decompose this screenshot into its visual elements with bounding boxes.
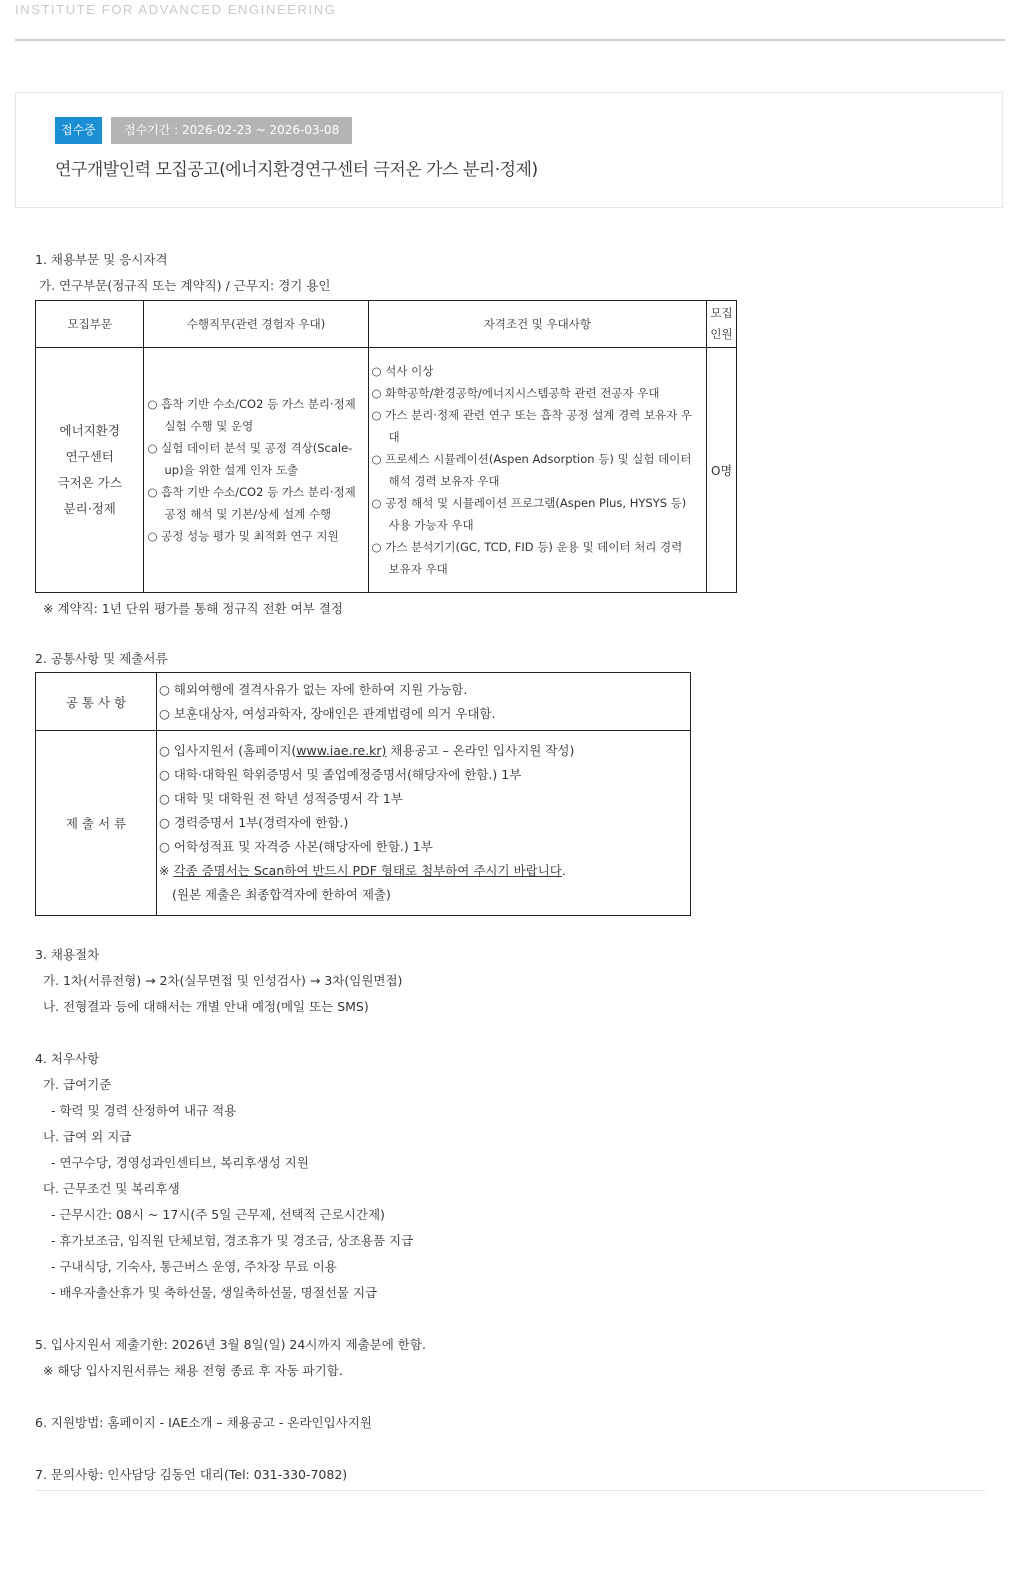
table-header: 자격조건 및 우대사항 [368, 301, 707, 348]
table-header: 수행직무(관련 경험자 우대) [144, 301, 368, 348]
duties-cell [144, 348, 368, 593]
common-items-cell [157, 673, 691, 731]
table-header [707, 301, 737, 348]
section-heading: 3. 채용절차 [35, 947, 100, 962]
common-label-cell: 공 통 사 항 [36, 673, 157, 731]
duty-item: ○ 공정 성능 평가 및 최적화 연구 지원 [147, 529, 339, 543]
section-heading: 6. 지원방법: 홈페이지 - IAE소개 – 채용공고 - 온라인입사지원 [35, 1415, 372, 1430]
qualification-item: ○ 가스 분리·정제 관련 연구 또는 흡착 공정 설계 경력 보유자 우 대 [371, 408, 693, 444]
doc-item: ○ 대학 및 대학원 전 학년 성적증명서 각 1부 [159, 791, 403, 806]
duty-item: ○ 흡착 기반 수소/CO2 등 가스 분리·정제 공정 해석 및 기본/상세 설계 수행 [147, 485, 356, 521]
benefit-line: - 휴가보조금, 임직원 단체보험, 경조휴가 및 경조금, 상조용품 지급 [51, 1233, 414, 1248]
status-badge: 접수중 [55, 117, 102, 144]
header-headcount-line1: 모집 [710, 306, 733, 320]
qualification-item: ○ 가스 분석기기(GC, TCD, FID 등) 운용 및 데이터 처리 경력 보유자 우대 [371, 540, 683, 576]
benefit-line: - 배우자출산휴가 및 축하선물, 생일축하선물, 명절선물 지급 [51, 1285, 378, 1300]
qualifications-cell [368, 348, 707, 593]
duty-item: ○ 실험 데이터 분석 및 공정 격상(Scale- up)을 위한 설계 인자 도출 [147, 441, 353, 477]
department-cell [36, 348, 144, 593]
doc-item: ○ 경력증명서 1부(경력자에 한함.) [159, 815, 349, 830]
department-line: 에너지환경 [59, 423, 120, 438]
common-item: ○ 보훈대상자, 여성과학자, 장애인은 관계법령에 의거 우대함. [159, 705, 496, 721]
benefit-line: 다. 근무조건 및 복리후생 [43, 1181, 180, 1196]
section-heading: 7. 문의사항: 인사담당 김동언 대리(Tel: 031-330-7082) [35, 1467, 348, 1482]
section-heading: 5. 입사지원서 제출기한: 2026년 3월 8일(일) 24시까지 제출분에 한함. [35, 1337, 426, 1352]
qualification-item: ○ 프로세스 시뮬레이션(Aspen Adsorption 등) 및 실험 데이터 해석 경력 보유자 우대 [371, 452, 692, 488]
doc-item: ○ 입사지원서 (홈페이지(www.iae.re.kr) 채용공고 – 온라인 입사지원 작성) [159, 743, 575, 758]
section-heading: 2. 공통사항 및 제출서류 [35, 651, 168, 666]
benefit-line: - 구내식당, 기숙사, 통근버스 운영, 주차장 무료 이용 [51, 1259, 337, 1274]
doc-note-original: (원본 제출은 최종합격자에 한하여 제출) [172, 887, 391, 902]
section-heading: 1. 채용부문 및 응시자격 [35, 252, 168, 267]
procedure-item: 가. 1차(서류전형) → 2차(실무면접 및 인성검사) → 3차(임원면접) [43, 973, 403, 988]
doc-item: ○ 어학성적표 및 자격증 사본(해당자에 한함.) 1부 [159, 839, 433, 854]
doc-note: ※ 각종 증명서는 Scan하여 반드시 PDF 형태로 첨부하여 주시기 바랍니다. [159, 863, 566, 878]
table-header: 모집부문 [36, 301, 144, 348]
benefit-line: 가. 급여기준 [43, 1077, 112, 1092]
benefit-line: 나. 급여 외 지급 [43, 1129, 132, 1144]
position-table [35, 300, 737, 593]
department-line: 분리·정제 [63, 501, 116, 516]
brand-name: INSTITUTE FOR ADVANCED ENGINEERING [15, 2, 337, 17]
footer-divider [35, 1490, 985, 1491]
contract-note: ※ 계약직: 1년 단위 평가를 통해 정규직 전환 여부 결정 [43, 601, 343, 616]
common-item: ○ 해외여행에 결격사유가 없는 자에 한하여 지원 가능함. [159, 681, 468, 697]
header-headcount-line2: 인원 [710, 327, 733, 341]
duty-item: ○ 흡착 기반 수소/CO2 등 가스 분리·정제 실험 수행 및 운영 [147, 397, 356, 433]
benefit-line: - 연구수당, 경영성과인센티브, 복리후생성 지원 [51, 1155, 309, 1170]
disposal-note: ※ 해당 입사지원서류는 채용 전형 종료 후 자동 파기함. [43, 1363, 343, 1378]
documents-table [35, 672, 691, 916]
section-subheading: 가. 연구부문(정규직 또는 계약직) / 근무지: 경기 용인 [39, 278, 331, 293]
department-line: 연구센터 [65, 449, 114, 464]
headcount-cell: O명 [707, 348, 737, 593]
homepage-link[interactable]: www.iae.re.kr) [296, 743, 387, 758]
period-badge: 접수기간 : 2026-02-23 ~ 2026-03-08 [111, 117, 352, 144]
qualification-item: ○ 공정 해석 및 시뮬레이션 프로그램(Aspen Plus, HYSYS 등) 사용 가능자 우대 [371, 496, 687, 532]
benefit-line: - 학력 및 경력 산정하여 내규 적용 [51, 1103, 237, 1118]
qualification-item: ○ 석사 이상 [371, 364, 434, 378]
procedure-item: 나. 전형결과 등에 대해서는 개별 안내 예정(메일 또는 SMS) [43, 999, 369, 1014]
docs-items-cell [157, 731, 691, 916]
department-line: 극저온 가스 [57, 475, 122, 490]
doc-item: ○ 대학·대학원 학위증명서 및 졸업예정증명서(해당자에 한함.) 1부 [159, 767, 522, 782]
section-heading: 4. 처우사항 [35, 1051, 100, 1066]
pdf-note: 각종 증명서는 Scan하여 반드시 PDF 형태로 첨부하여 주시기 바랍니다 [173, 863, 562, 878]
page-title: 연구개발인력 모집공고(에너지환경연구센터 극저온 가스 분리·정제) [55, 160, 538, 180]
qualification-item: ○ 화학공학/환경공학/에너지시스템공학 관련 전공자 우대 [371, 386, 660, 400]
notice-header-box [15, 92, 1003, 208]
header-divider [15, 39, 1005, 41]
docs-label-cell: 제 출 서 류 [36, 731, 157, 916]
benefit-line: - 근무시간: 08시 ~ 17시(주 5일 근무제, 선택적 근로시간제) [51, 1207, 385, 1222]
